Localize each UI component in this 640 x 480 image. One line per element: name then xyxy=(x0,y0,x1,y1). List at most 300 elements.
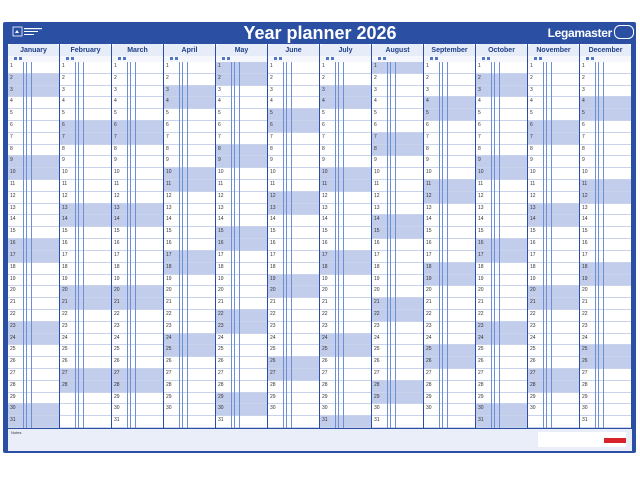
day-cell[interactable] xyxy=(60,192,111,204)
day-cell[interactable] xyxy=(164,121,215,133)
day-cell[interactable] xyxy=(216,239,267,251)
day-cell[interactable] xyxy=(112,97,163,109)
day-cell[interactable] xyxy=(476,121,527,133)
day-cell[interactable] xyxy=(164,97,215,109)
day-cell[interactable] xyxy=(8,180,59,192)
day-cell[interactable] xyxy=(320,393,371,405)
day-cell[interactable] xyxy=(424,192,475,204)
day-cell[interactable] xyxy=(372,381,423,393)
day-cell[interactable] xyxy=(580,310,631,322)
day-cell[interactable] xyxy=(580,393,631,405)
day-cell[interactable] xyxy=(528,227,579,239)
day-cell[interactable] xyxy=(580,369,631,381)
day-cell[interactable] xyxy=(60,286,111,298)
day-cell[interactable] xyxy=(424,121,475,133)
day-cell[interactable] xyxy=(424,215,475,227)
day-cell[interactable] xyxy=(8,251,59,263)
day-cell[interactable] xyxy=(8,145,59,157)
day-cell[interactable] xyxy=(424,97,475,109)
day-cell[interactable] xyxy=(164,334,215,346)
day-cell[interactable] xyxy=(112,251,163,263)
day-cell[interactable] xyxy=(320,251,371,263)
day-cell[interactable] xyxy=(268,310,319,322)
day-cell[interactable] xyxy=(424,369,475,381)
day-cell[interactable] xyxy=(268,404,319,416)
day-cell[interactable] xyxy=(476,156,527,168)
day-cell[interactable] xyxy=(320,168,371,180)
day-cell[interactable] xyxy=(424,180,475,192)
day-cell[interactable] xyxy=(60,310,111,322)
day-cell[interactable] xyxy=(372,416,423,428)
day-cell[interactable] xyxy=(268,393,319,405)
day-cell[interactable] xyxy=(424,404,475,416)
day-cell[interactable] xyxy=(60,404,111,416)
day-cell[interactable] xyxy=(216,298,267,310)
day-cell[interactable] xyxy=(268,86,319,98)
day-cell[interactable] xyxy=(60,204,111,216)
day-cell[interactable] xyxy=(424,334,475,346)
day-cell[interactable] xyxy=(268,227,319,239)
day-cell[interactable] xyxy=(580,204,631,216)
day-cell[interactable] xyxy=(528,345,579,357)
day-cell[interactable] xyxy=(320,156,371,168)
day-cell[interactable] xyxy=(216,322,267,334)
day-cell[interactable] xyxy=(424,62,475,74)
day-cell[interactable] xyxy=(580,334,631,346)
day-cell[interactable] xyxy=(216,416,267,428)
day-cell[interactable] xyxy=(112,334,163,346)
day-cell[interactable] xyxy=(112,239,163,251)
day-cell[interactable] xyxy=(528,275,579,287)
day-cell[interactable] xyxy=(320,263,371,275)
day-cell[interactable] xyxy=(476,97,527,109)
day-cell[interactable] xyxy=(476,145,527,157)
day-cell[interactable] xyxy=(216,180,267,192)
day-cell[interactable] xyxy=(112,74,163,86)
day-cell[interactable] xyxy=(8,416,59,428)
day-cell[interactable] xyxy=(424,298,475,310)
day-cell[interactable] xyxy=(8,109,59,121)
day-cell[interactable] xyxy=(112,298,163,310)
day-cell[interactable] xyxy=(580,322,631,334)
day-cell[interactable] xyxy=(60,298,111,310)
day-cell[interactable] xyxy=(372,74,423,86)
day-cell[interactable] xyxy=(216,74,267,86)
day-cell[interactable] xyxy=(8,227,59,239)
day-cell[interactable] xyxy=(580,86,631,98)
day-cell[interactable] xyxy=(424,357,475,369)
day-cell[interactable] xyxy=(216,227,267,239)
day-cell[interactable] xyxy=(216,251,267,263)
day-cell[interactable] xyxy=(112,357,163,369)
day-cell[interactable] xyxy=(268,168,319,180)
day-cell[interactable] xyxy=(216,369,267,381)
day-cell[interactable] xyxy=(320,86,371,98)
day-cell[interactable] xyxy=(372,168,423,180)
day-cell[interactable] xyxy=(528,310,579,322)
day-cell[interactable] xyxy=(320,275,371,287)
day-cell[interactable] xyxy=(164,275,215,287)
day-cell[interactable] xyxy=(268,263,319,275)
day-cell[interactable] xyxy=(8,215,59,227)
day-cell[interactable] xyxy=(216,156,267,168)
day-cell[interactable] xyxy=(320,404,371,416)
day-cell[interactable] xyxy=(476,345,527,357)
day-cell[interactable] xyxy=(216,345,267,357)
day-cell[interactable] xyxy=(476,357,527,369)
day-cell[interactable] xyxy=(476,227,527,239)
day-cell[interactable] xyxy=(268,345,319,357)
day-cell[interactable] xyxy=(320,298,371,310)
day-cell[interactable] xyxy=(424,86,475,98)
day-cell[interactable] xyxy=(216,133,267,145)
day-cell[interactable] xyxy=(112,322,163,334)
day-cell[interactable] xyxy=(424,322,475,334)
day-cell[interactable] xyxy=(164,263,215,275)
day-cell[interactable] xyxy=(580,156,631,168)
day-cell[interactable] xyxy=(320,97,371,109)
day-cell[interactable] xyxy=(320,180,371,192)
day-cell[interactable] xyxy=(580,168,631,180)
day-cell[interactable] xyxy=(268,275,319,287)
day-cell[interactable] xyxy=(320,62,371,74)
day-cell[interactable] xyxy=(112,416,163,428)
day-cell[interactable] xyxy=(372,204,423,216)
day-cell[interactable] xyxy=(372,275,423,287)
day-cell[interactable] xyxy=(372,133,423,145)
day-cell[interactable] xyxy=(320,145,371,157)
day-cell[interactable] xyxy=(216,62,267,74)
day-cell[interactable] xyxy=(112,263,163,275)
day-cell[interactable] xyxy=(424,168,475,180)
day-cell[interactable] xyxy=(8,310,59,322)
day-cell[interactable] xyxy=(164,74,215,86)
day-cell[interactable] xyxy=(268,239,319,251)
day-cell[interactable] xyxy=(528,97,579,109)
day-cell[interactable] xyxy=(268,121,319,133)
day-cell[interactable] xyxy=(372,192,423,204)
day-cell[interactable] xyxy=(60,86,111,98)
day-cell[interactable] xyxy=(112,121,163,133)
day-cell[interactable] xyxy=(476,298,527,310)
day-cell[interactable] xyxy=(320,239,371,251)
day-cell[interactable] xyxy=(112,345,163,357)
day-cell[interactable] xyxy=(112,133,163,145)
day-cell[interactable] xyxy=(424,74,475,86)
day-cell[interactable] xyxy=(60,180,111,192)
day-cell[interactable] xyxy=(320,74,371,86)
day-cell[interactable] xyxy=(372,286,423,298)
day-cell[interactable] xyxy=(372,404,423,416)
day-cell[interactable] xyxy=(476,204,527,216)
day-cell[interactable] xyxy=(268,145,319,157)
day-cell[interactable] xyxy=(60,74,111,86)
day-cell[interactable] xyxy=(164,145,215,157)
day-cell[interactable] xyxy=(528,416,579,428)
day-cell[interactable] xyxy=(320,192,371,204)
day-cell[interactable] xyxy=(580,145,631,157)
day-cell[interactable] xyxy=(60,133,111,145)
day-cell[interactable] xyxy=(528,263,579,275)
day-cell[interactable] xyxy=(476,275,527,287)
day-cell[interactable] xyxy=(60,416,111,428)
day-cell[interactable] xyxy=(424,345,475,357)
day-cell[interactable] xyxy=(528,62,579,74)
day-cell[interactable] xyxy=(424,133,475,145)
day-cell[interactable] xyxy=(424,381,475,393)
day-cell[interactable] xyxy=(268,97,319,109)
day-cell[interactable] xyxy=(268,322,319,334)
day-cell[interactable] xyxy=(164,404,215,416)
day-cell[interactable] xyxy=(476,369,527,381)
day-cell[interactable] xyxy=(424,156,475,168)
day-cell[interactable] xyxy=(268,298,319,310)
day-cell[interactable] xyxy=(216,393,267,405)
day-cell[interactable] xyxy=(424,310,475,322)
day-cell[interactable] xyxy=(580,62,631,74)
day-cell[interactable] xyxy=(8,62,59,74)
day-cell[interactable] xyxy=(320,416,371,428)
day-cell[interactable] xyxy=(8,393,59,405)
day-cell[interactable] xyxy=(8,74,59,86)
day-cell[interactable] xyxy=(216,109,267,121)
day-cell[interactable] xyxy=(112,381,163,393)
day-cell[interactable] xyxy=(320,215,371,227)
day-cell[interactable] xyxy=(112,215,163,227)
day-cell[interactable] xyxy=(372,227,423,239)
day-cell[interactable] xyxy=(372,121,423,133)
day-cell[interactable] xyxy=(320,204,371,216)
day-cell[interactable] xyxy=(424,263,475,275)
day-cell[interactable] xyxy=(8,322,59,334)
day-cell[interactable] xyxy=(476,404,527,416)
day-cell[interactable] xyxy=(528,215,579,227)
day-cell[interactable] xyxy=(476,109,527,121)
day-cell[interactable] xyxy=(268,357,319,369)
day-cell[interactable] xyxy=(424,393,475,405)
day-cell[interactable] xyxy=(580,357,631,369)
day-cell[interactable] xyxy=(372,156,423,168)
day-cell[interactable] xyxy=(112,275,163,287)
day-cell[interactable] xyxy=(528,180,579,192)
day-cell[interactable] xyxy=(164,227,215,239)
day-cell[interactable] xyxy=(424,239,475,251)
day-cell[interactable] xyxy=(320,109,371,121)
day-cell[interactable] xyxy=(476,381,527,393)
day-cell[interactable] xyxy=(528,192,579,204)
day-cell[interactable] xyxy=(8,345,59,357)
day-cell[interactable] xyxy=(60,62,111,74)
day-cell[interactable] xyxy=(8,97,59,109)
day-cell[interactable] xyxy=(580,404,631,416)
day-cell[interactable] xyxy=(320,121,371,133)
day-cell[interactable] xyxy=(528,381,579,393)
day-cell[interactable] xyxy=(424,416,475,428)
day-cell[interactable] xyxy=(60,357,111,369)
day-cell[interactable] xyxy=(528,286,579,298)
day-cell[interactable] xyxy=(372,345,423,357)
day-cell[interactable] xyxy=(60,97,111,109)
day-cell[interactable] xyxy=(8,133,59,145)
day-cell[interactable] xyxy=(320,345,371,357)
day-cell[interactable] xyxy=(372,334,423,346)
day-cell[interactable] xyxy=(112,369,163,381)
day-cell[interactable] xyxy=(60,251,111,263)
day-cell[interactable] xyxy=(424,145,475,157)
day-cell[interactable] xyxy=(268,62,319,74)
day-cell[interactable] xyxy=(580,192,631,204)
day-cell[interactable] xyxy=(372,145,423,157)
day-cell[interactable] xyxy=(216,275,267,287)
day-cell[interactable] xyxy=(112,310,163,322)
day-cell[interactable] xyxy=(372,97,423,109)
day-cell[interactable] xyxy=(112,145,163,157)
day-cell[interactable] xyxy=(216,286,267,298)
day-cell[interactable] xyxy=(528,204,579,216)
day-cell[interactable] xyxy=(476,192,527,204)
day-cell[interactable] xyxy=(476,263,527,275)
day-cell[interactable] xyxy=(528,393,579,405)
day-cell[interactable] xyxy=(268,74,319,86)
day-cell[interactable] xyxy=(268,334,319,346)
day-cell[interactable] xyxy=(216,215,267,227)
day-cell[interactable] xyxy=(216,381,267,393)
day-cell[interactable] xyxy=(424,251,475,263)
day-cell[interactable] xyxy=(528,369,579,381)
day-cell[interactable] xyxy=(112,156,163,168)
day-cell[interactable] xyxy=(112,62,163,74)
day-cell[interactable] xyxy=(112,109,163,121)
day-cell[interactable] xyxy=(60,334,111,346)
day-cell[interactable] xyxy=(528,74,579,86)
day-cell[interactable] xyxy=(8,357,59,369)
day-cell[interactable] xyxy=(216,86,267,98)
day-cell[interactable] xyxy=(528,145,579,157)
day-cell[interactable] xyxy=(8,86,59,98)
day-cell[interactable] xyxy=(8,286,59,298)
day-cell[interactable] xyxy=(424,227,475,239)
day-cell[interactable] xyxy=(320,334,371,346)
day-cell[interactable] xyxy=(8,298,59,310)
day-cell[interactable] xyxy=(268,369,319,381)
day-cell[interactable] xyxy=(8,275,59,287)
day-cell[interactable] xyxy=(476,168,527,180)
day-cell[interactable] xyxy=(476,62,527,74)
day-cell[interactable] xyxy=(476,416,527,428)
day-cell[interactable] xyxy=(580,298,631,310)
day-cell[interactable] xyxy=(216,168,267,180)
day-cell[interactable] xyxy=(580,239,631,251)
day-cell[interactable] xyxy=(528,109,579,121)
day-cell[interactable] xyxy=(580,381,631,393)
day-cell[interactable] xyxy=(164,215,215,227)
day-cell[interactable] xyxy=(60,145,111,157)
day-cell[interactable] xyxy=(60,381,111,393)
day-cell[interactable] xyxy=(60,215,111,227)
day-cell[interactable] xyxy=(372,180,423,192)
day-cell[interactable] xyxy=(580,121,631,133)
day-cell[interactable] xyxy=(424,275,475,287)
day-cell[interactable] xyxy=(320,227,371,239)
day-cell[interactable] xyxy=(60,239,111,251)
day-cell[interactable] xyxy=(112,286,163,298)
day-cell[interactable] xyxy=(372,109,423,121)
day-cell[interactable] xyxy=(112,168,163,180)
day-cell[interactable] xyxy=(8,263,59,275)
day-cell[interactable] xyxy=(60,369,111,381)
day-cell[interactable] xyxy=(216,97,267,109)
day-cell[interactable] xyxy=(60,322,111,334)
day-cell[interactable] xyxy=(60,263,111,275)
day-cell[interactable] xyxy=(8,204,59,216)
day-cell[interactable] xyxy=(528,334,579,346)
day-cell[interactable] xyxy=(372,369,423,381)
day-cell[interactable] xyxy=(60,393,111,405)
day-cell[interactable] xyxy=(476,74,527,86)
day-cell[interactable] xyxy=(372,239,423,251)
day-cell[interactable] xyxy=(580,345,631,357)
day-cell[interactable] xyxy=(320,381,371,393)
day-cell[interactable] xyxy=(8,381,59,393)
day-cell[interactable] xyxy=(528,121,579,133)
day-cell[interactable] xyxy=(476,393,527,405)
day-cell[interactable] xyxy=(8,192,59,204)
day-cell[interactable] xyxy=(164,109,215,121)
day-cell[interactable] xyxy=(476,239,527,251)
day-cell[interactable] xyxy=(112,227,163,239)
day-cell[interactable] xyxy=(8,156,59,168)
day-cell[interactable] xyxy=(320,310,371,322)
day-cell[interactable] xyxy=(268,416,319,428)
day-cell[interactable] xyxy=(164,133,215,145)
day-cell[interactable] xyxy=(164,86,215,98)
day-cell[interactable] xyxy=(268,133,319,145)
day-cell[interactable] xyxy=(164,310,215,322)
day-cell[interactable] xyxy=(372,62,423,74)
day-cell[interactable] xyxy=(372,357,423,369)
day-cell[interactable] xyxy=(216,192,267,204)
day-cell[interactable] xyxy=(8,121,59,133)
day-cell[interactable] xyxy=(112,404,163,416)
day-cell[interactable] xyxy=(164,251,215,263)
day-cell[interactable] xyxy=(372,251,423,263)
day-cell[interactable] xyxy=(164,298,215,310)
day-cell[interactable] xyxy=(164,204,215,216)
day-cell[interactable] xyxy=(60,345,111,357)
day-cell[interactable] xyxy=(164,180,215,192)
day-cell[interactable] xyxy=(580,286,631,298)
day-cell[interactable] xyxy=(164,156,215,168)
day-cell[interactable] xyxy=(528,251,579,263)
day-cell[interactable] xyxy=(164,345,215,357)
day-cell[interactable] xyxy=(476,310,527,322)
day-cell[interactable] xyxy=(476,180,527,192)
day-cell[interactable] xyxy=(216,310,267,322)
day-cell[interactable] xyxy=(268,180,319,192)
day-cell[interactable] xyxy=(476,86,527,98)
day-cell[interactable] xyxy=(320,369,371,381)
day-cell[interactable] xyxy=(60,227,111,239)
day-cell[interactable] xyxy=(164,369,215,381)
day-cell[interactable] xyxy=(528,239,579,251)
day-cell[interactable] xyxy=(528,322,579,334)
day-cell[interactable] xyxy=(320,357,371,369)
day-cell[interactable] xyxy=(268,192,319,204)
day-cell[interactable] xyxy=(164,322,215,334)
day-cell[interactable] xyxy=(216,404,267,416)
day-cell[interactable] xyxy=(164,192,215,204)
day-cell[interactable] xyxy=(476,251,527,263)
